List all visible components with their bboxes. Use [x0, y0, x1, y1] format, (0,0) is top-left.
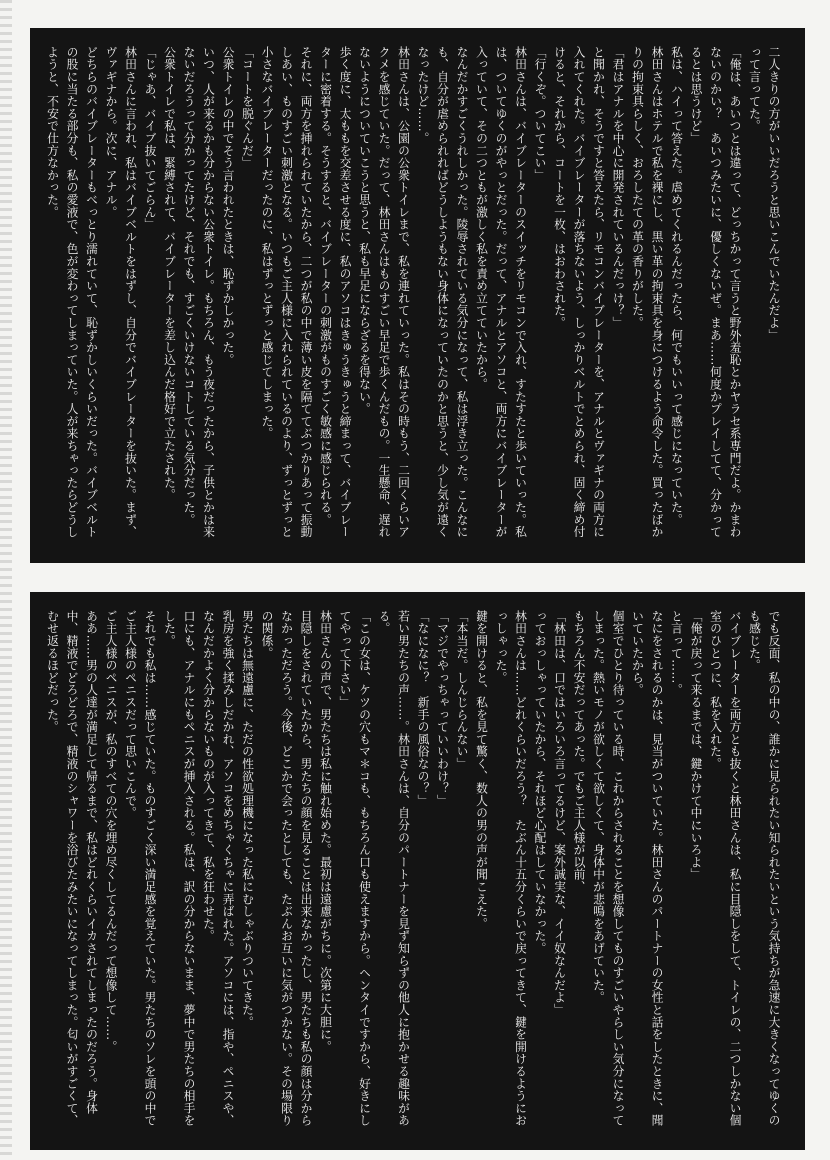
text-paragraph: 口にも、アナルにもペニスが挿入される。私は、訳の分からないまま、夢中で男たちの相手をした。 [162, 610, 196, 1127]
text-paragraph: と聞かれ、そうですと答えたら、リモコンバイブレーターを、アナルとヴァギナの両方に入れてくれた。バイブレーターが落ちないよう、しっかりベルトでとめられ、固く締め付けると、それから、コートを一枚、はおわされた。 [552, 46, 606, 538]
text-paragraph: でも反面、私の中の、誰かに見られたい知られたいという気持ちが急速に大きくなってゆくのも感じた。 [747, 610, 781, 1127]
text-paragraph: 乳房を強く揉みしだかれ、アソコをめちゃくちゃに弄ばれた。アソコには、指や、ペニスや、なんだかよく分からないものが入ってきて、私を狂わせた。 [201, 610, 235, 1127]
text-paragraph: それに、両方を挿れられていたから、二つが私の中で薄い皮を隔ててぶつかりあって振動しあい、ものすごい刺激となる。いつもご主人様に入れられているのより、ずっとずっと小さなバイブレーターだったのに、私はずっとずっと感じてしまった。 [260, 46, 313, 538]
bottom-vertical-text [45, 610, 783, 1132]
text-paragraph: 「君はアナルを中心に開発されているんだっけ？」 [611, 46, 625, 329]
text-paragraph: いつ、人が来るかも分からない公衆トイレ。もちろん、もう夜だったから、子供とかは来ないだろうって分かってたけど、それでも、すごくいけないコトしている気分だった。 [182, 46, 216, 538]
text-paragraph: ああ……男の人達が満足して帰るまで、私はどれくらいイカされてしまったのだろう。身体中、精液でどろどろで、精液のシャワーを浴びたみたいになってしまった。匂いがすごくて、むせ返るほどだった。 [45, 610, 99, 1127]
text-paragraph: 林田さんはホテルで私を裸にし、黒い革の拘束具を身につけるよう命令した。買ったばかりの拘束具らしく、おろしたての革の香りがした。 [630, 46, 664, 538]
text-paragraph: 林田さんに言われ、私はバイブベルトをはずし、自分でバイブレーターを抜いた。まず、ヴァギナから。次に、アナル。 [104, 46, 138, 538]
text-paragraph: 林田さんは、バイブレーターのスイッチをリモコンで入れ、すたすたと歩いていった。私は、ついてゆくのがやっとだった。だって、アナルとアソコと、両方にバイブレーターが入っていて、その二つともが激しく私を責め立てていたから。 [474, 46, 528, 538]
text-paragraph: 「コートを脱ぐんだ」 [240, 46, 255, 169]
bottom-text-panel [30, 592, 805, 1150]
text-paragraph: 公衆トイレで私は、緊縛されて、バイブレーターを差し込んだ格好で立たされた。 [162, 46, 177, 502]
text-paragraph: どちらのバイブレーターもべっとり濡れていて、恥ずかしいくらいだった。バイブベルトの股に当たる部分も、私の愛液で、色が変わってしまっていた。人が来ちゃったらどうしようと、不安で仕方なかった。 [45, 46, 99, 538]
text-paragraph: 若い男たちの声……。林田さんは、自分のパートナーを見ず知らずの他人に抱かせる趣味がある。 [377, 610, 411, 1127]
text-paragraph: 林田さんは、公園の公衆トイレまで、私を連れていった。私はその時もう、二回くらいアクメを感じていた。だって、林田さんはものすごい早足で歩くんだもの。一生懸命、遅れないようについていこうと思うと、私も早足にならざるを得ない。 [357, 46, 411, 538]
top-text-panel [30, 28, 805, 563]
top-vertical-text [45, 46, 783, 545]
text-paragraph: 歩く度に、太ももを交差させる度に、私のアソコはきゅうきゅうと締まって、バイブレーターに密着する。そうすると、バイブレーターの刺激がものすごく敏感に感じられる。 [318, 46, 352, 538]
text-paragraph: 林田さんの声で、男たちは私に触れ始めた。最初は遠慮がちに。次第に大胆に。 [318, 610, 333, 1053]
text-paragraph: 二人きりの方がいいだろうと思いこんでいたんだよ」 [767, 46, 781, 342]
text-paragraph: 目隠しをされていたから、男たちの顔を見ることは出来なかったし、男たちも私の顔は分からなかっただろう。今後、どこかで会ったとしても、たぶんお互いに気がつかない。その場限りの関係。 [260, 610, 313, 1127]
text-paragraph: 公衆トイレの中でそう言われたときは、恥ずかしかった。 [221, 46, 235, 366]
text-paragraph: 「この女は、ケツの穴もマ＊コも、もちろん口も使えますから。ヘンタイですから、好きにしてやって下さい」 [338, 610, 372, 1127]
text-paragraph: と言って……。 [669, 610, 684, 697]
text-paragraph: バイブレーターを両方とも抜くと林田さんは、私に目隠しをして、トイレの、二つしかない個室のひとつに、私を入れた。 [708, 610, 742, 1127]
text-paragraph: 「マジでやっちゃっていいわけ？」 [435, 610, 450, 807]
text-paragraph: なにをされるのかは、見当がついていた。林田さんのパートナーの女性と話をしたときに、聞いていたから。 [630, 610, 664, 1127]
text-paragraph: 「林田は、口ではいろいろ言ってるけど、案外誠実な、イイ奴なんだよ」 [552, 610, 567, 1016]
text-paragraph: 「俺は、あいつとは違って、どっちかって言うと野外羞恥とかヤラセ系専門だよ。かまわないのかい？ あいつみたいに、優しくないぜ。まあ……何度かプレイしてて、分かってるとは思うけど」 [689, 46, 742, 538]
text-paragraph: 林田さんは……どれくらいだろう？ たぶん十五分くらいで戻ってきて、鍵を開けるようにおっしゃった。 [494, 610, 528, 1127]
page-binding-edge [0, 0, 12, 1160]
text-paragraph: って言ってた。 [747, 46, 762, 133]
text-paragraph: ご主人様のペニスが、私のすべての穴を埋め尽くしてるんだって想像して……。 [104, 610, 118, 1053]
text-paragraph: 私は、ハイって答えた。虐めてくれるんだったら、何でもいいって感じになっていた。 [669, 46, 684, 526]
text-paragraph: 個室でひとり待っている時、これからされることを想像してものすごいやらしい気分になってしまった。熱いモノが欲しくて欲しくて、身体中が悲鳴をあげていた。 [591, 610, 625, 1127]
text-paragraph: もちろん不安だってあった。でもご主人様が以前、 [572, 610, 586, 893]
text-paragraph: っておっしゃっていたから、それほど心配はしていなかった。 [533, 610, 547, 955]
text-paragraph: 「なになに？ 新手の風俗なの？」 [416, 610, 430, 807]
text-paragraph: 鍵を開けると、私を見て驚く、数人の男の声が聞こえた。 [474, 610, 489, 930]
text-paragraph: 「じゃあ、バイブ抜いてごらん」 [143, 46, 157, 231]
text-paragraph: なんだかすごくうれしかった。陵辱されている気分になって、私は浮き立った。こんなにも、自分が虐められればどうしようもない身体になっていたのかと思うと、少し気が遠くなったけど……。 [416, 46, 469, 538]
text-paragraph: 男たちは無遠慮に、ただの性欲処理機になった私にむしゃぶりついてきた。 [240, 610, 255, 1029]
text-paragraph: それでも私は……感じていた。ものすごく深い満足感を覚えていた。男たちのソレを頭の中でご主人様のペニスだって思いこんで。 [123, 610, 157, 1127]
text-paragraph: 「行くぞ。ついてこい」 [533, 46, 547, 182]
text-paragraph: 「本当だ。しんじらんない」 [455, 610, 469, 770]
text-paragraph: 「俺が戻って来るまでは、鍵かけて中にいろよ」 [689, 610, 703, 881]
